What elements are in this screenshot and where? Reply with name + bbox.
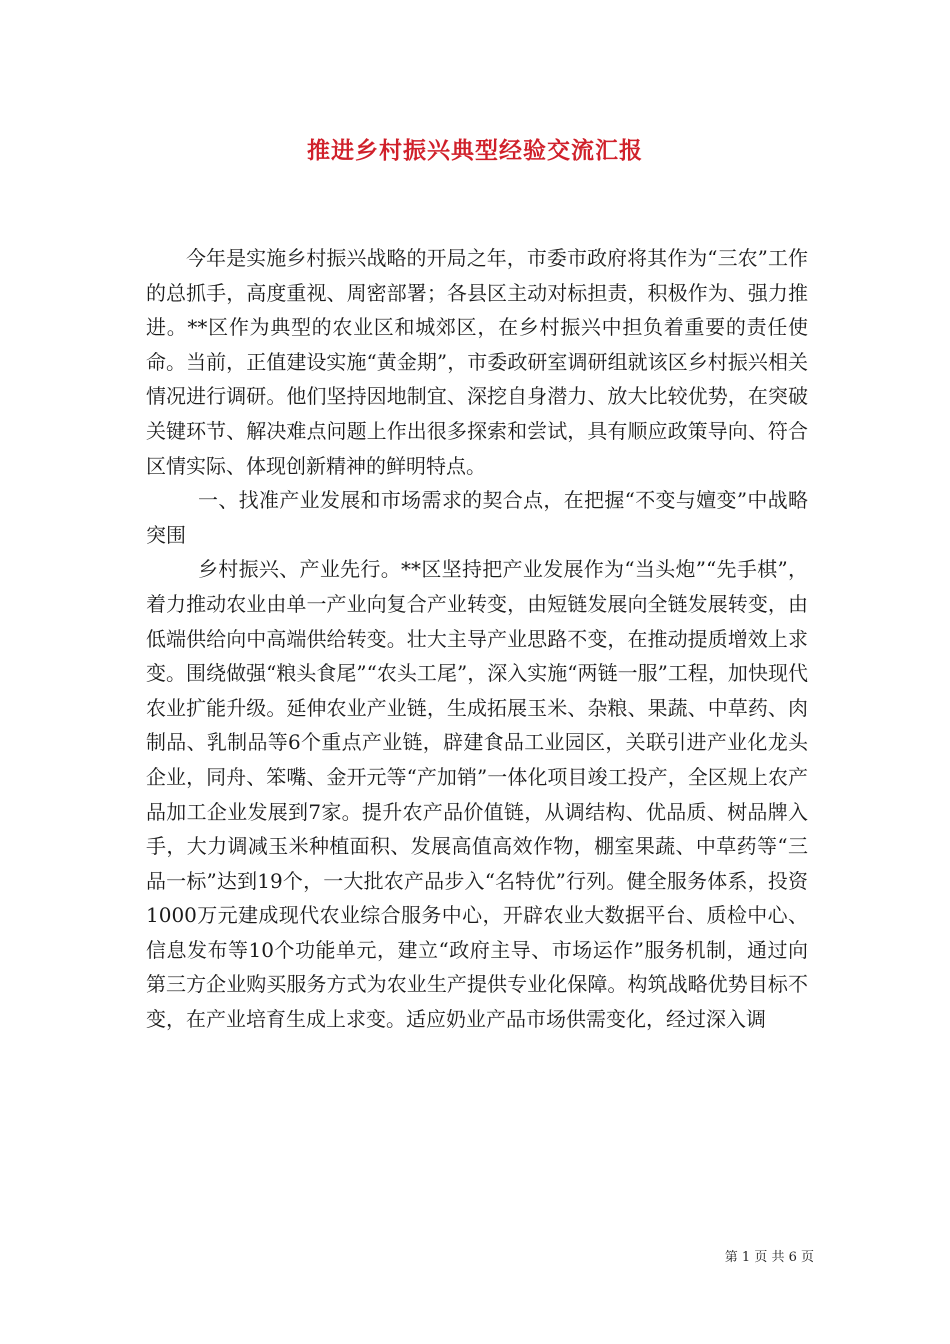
page-number-footer: 第 1 页 共 6 页: [724, 1250, 814, 1265]
body-paragraph: 乡村振兴、产业先行。**区坚持把产业发展作为“当头炮”“先手棋”，着力推动农业由单一产业向复合产业转变，由短链发展向全链发展转变，由低端供给向中高端供给转变。壮大主导产业思路不变，在推动提质增效上求变。围绕做强“粮头食尾”“农头工尾”，深入实施“两链一服”工程，加快现代农业扩能升级。延伸农业产业链，生成拓展玉米、杂粮、果蔬、中草药、肉制品、乳制品等6个重点产业链，辟建食品工业园区，关联引进产业化龙头企业，同舟、笨嘴、金开元等“产加销”一体化项目竣工投产，全区规上农产品加工企业发展到7家。提升农产品价值链，从调结构、优品质、树品牌入手，大力调减玉米种植面积、发展高值高效作物，棚室果蔬、中草药等“三品一标”达到19个，一大批农产品步入“名特优”行列。健全服务体系，投资1000万元建成现代农业综合服务中心，开辟农业大数据平台、质检中心、信息发布等10个功能单元，建立“政府主导、市场运作”服务机制，通过向第三方企业购买服务方式为农业生产提供专业化保障。构筑战略优势目标不变，在产业培育生成上求变。适应奶业产品市场供需变化，经过深入调: [146, 557, 808, 1032]
document-title: 推进乡村振兴典型经验交流汇报: [307, 138, 643, 164]
document-body: [146, 241, 808, 1037]
intro-paragraph: 今年是实施乡村振兴战略的开局之年，市委市政府将其作为“三农”工作的总抓手，高度重视、周密部署；各县区主动对标担责，积极作为、强力推进。**区作为典型的农业区和城郊区，在乡村振兴中担负着重要的责任使命。当前，正值建设实施“黄金期”，市委政研室调研组就该区乡村振兴相关情况进行调研。他们坚持因地制宜、深挖自身潜力、放大比较优势，在突破关键环节、解决难点问题上作出很多探索和尝试，具有顺应政策导向、符合区情实际、体现创新精神的鲜明特点。: [146, 246, 808, 478]
section-heading: 一、找准产业发展和市场需求的契合点，在把握“不变与嬗变”中战略突围: [146, 488, 808, 547]
